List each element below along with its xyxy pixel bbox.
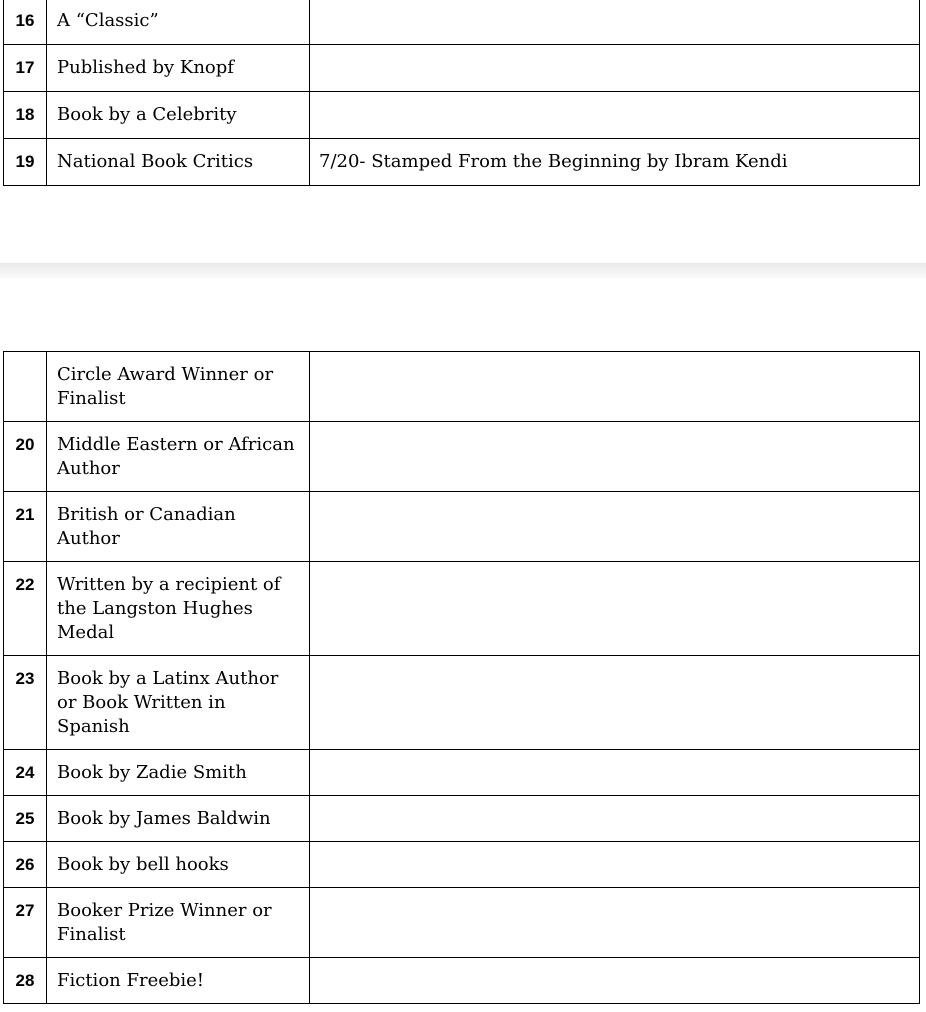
entry-cell[interactable] — [310, 796, 920, 842]
entry-cell[interactable] — [310, 45, 920, 92]
entry-cell[interactable] — [310, 492, 920, 562]
table-row — [4, 422, 920, 492]
row-number: 17 — [4, 45, 47, 92]
category-cell[interactable]: Middle Eastern or African Author — [47, 422, 310, 492]
entry-cell[interactable] — [310, 562, 920, 656]
row-number: 28 — [4, 958, 47, 1004]
row-number: 16 — [4, 0, 47, 45]
table-row — [4, 492, 920, 562]
category-cell[interactable]: Book by Zadie Smith — [47, 750, 310, 796]
category-cell[interactable]: Book by bell hooks — [47, 842, 310, 888]
entry-cell[interactable] — [310, 0, 920, 45]
row-number: 18 — [4, 92, 47, 139]
table-row — [4, 92, 920, 139]
category-cell[interactable]: A “Classic” — [47, 0, 310, 45]
table-row — [4, 45, 920, 92]
category-cell[interactable]: Book by James Baldwin — [47, 796, 310, 842]
table-row — [4, 352, 920, 422]
category-cell[interactable]: Booker Prize Winner or Finalist — [47, 888, 310, 958]
reading-challenge-table-bottom — [3, 351, 920, 1004]
entry-cell[interactable] — [310, 888, 920, 958]
table-row — [4, 562, 920, 656]
row-number: 27 — [4, 888, 47, 958]
row-number: 23 — [4, 656, 47, 750]
category-cell[interactable]: Book by a Latinx Author or Book Written in Spanish — [47, 656, 310, 750]
category-cell[interactable]: Published by Knopf — [47, 45, 310, 92]
table-row — [4, 656, 920, 750]
entry-cell[interactable] — [310, 656, 920, 750]
table-row — [4, 958, 920, 1004]
row-number: 24 — [4, 750, 47, 796]
entry-cell[interactable] — [310, 842, 920, 888]
table-row — [4, 750, 920, 796]
category-cell[interactable]: Fiction Freebie! — [47, 958, 310, 1004]
category-cell[interactable]: Book by a Celebrity — [47, 92, 310, 139]
page-break-divider — [0, 263, 926, 278]
category-cell[interactable]: British or Canadian Author — [47, 492, 310, 562]
row-number: 20 — [4, 422, 47, 492]
entry-cell[interactable]: 7/20- Stamped From the Beginning by Ibram Kendi — [310, 139, 920, 186]
row-number: 19 — [4, 139, 47, 186]
reading-challenge-table-top — [3, 0, 920, 186]
category-cell[interactable]: Circle Award Winner or Finalist — [47, 352, 310, 422]
table-row — [4, 888, 920, 958]
table-row — [4, 796, 920, 842]
row-number: 22 — [4, 562, 47, 656]
row-number: 25 — [4, 796, 47, 842]
row-number: 26 — [4, 842, 47, 888]
row-number: 21 — [4, 492, 47, 562]
entry-cell[interactable] — [310, 422, 920, 492]
entry-cell[interactable] — [310, 958, 920, 1004]
table-row — [4, 842, 920, 888]
entry-cell[interactable] — [310, 92, 920, 139]
table-row — [4, 139, 920, 186]
category-cell[interactable]: Written by a recipient of the Langston Hughes Medal — [47, 562, 310, 656]
entry-cell[interactable] — [310, 750, 920, 796]
category-cell[interactable]: National Book Critics — [47, 139, 310, 186]
table-row — [4, 0, 920, 45]
row-number — [4, 352, 47, 422]
entry-cell[interactable] — [310, 352, 920, 422]
